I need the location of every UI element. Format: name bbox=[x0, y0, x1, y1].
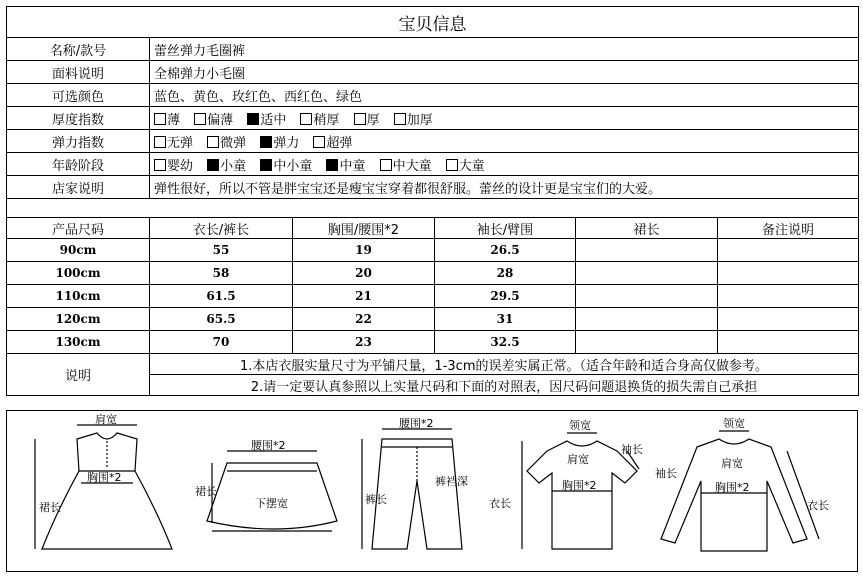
dress-shoulder-label: 肩宽 bbox=[95, 413, 117, 426]
age-option: 小童 bbox=[207, 159, 246, 174]
shop-label: 店家说明 bbox=[7, 176, 150, 199]
elastic-options bbox=[150, 130, 859, 153]
checkbox-icon bbox=[154, 113, 166, 125]
length-cell: 58 bbox=[150, 262, 293, 285]
elastic-option: 弹力 bbox=[260, 136, 299, 151]
skirt-diagram bbox=[207, 451, 337, 531]
product-info-sheet bbox=[6, 6, 858, 396]
dress-length-label: 裙长 bbox=[39, 501, 61, 514]
measurement-diagrams-svg bbox=[7, 411, 857, 571]
measurement-diagrams bbox=[6, 410, 858, 572]
thickness-option: 薄 bbox=[154, 113, 180, 128]
skirt-cell bbox=[576, 308, 718, 331]
skirt-cell bbox=[576, 285, 718, 308]
size-table-header bbox=[7, 218, 859, 239]
thickness-option: 加厚 bbox=[394, 113, 433, 128]
elastic-option: 无弹 bbox=[154, 136, 193, 151]
tshirt-length-label: 衣长 bbox=[489, 497, 511, 510]
notes-label: 说明 bbox=[7, 354, 150, 396]
table-row bbox=[7, 331, 859, 354]
checkbox-checked-icon bbox=[326, 159, 338, 171]
age-option: 婴幼 bbox=[154, 159, 193, 174]
checkbox-checked-icon bbox=[260, 136, 272, 148]
skirt-cell bbox=[576, 331, 718, 354]
checkbox-icon bbox=[446, 159, 458, 171]
length-cell: 70 bbox=[150, 331, 293, 354]
table-row bbox=[7, 239, 859, 262]
column-header: 衣长/裤长 bbox=[150, 218, 293, 239]
remark-cell bbox=[718, 331, 859, 354]
size-cell: 120cm bbox=[7, 308, 150, 331]
skirt-cell bbox=[576, 239, 718, 262]
age-option: 大童 bbox=[446, 159, 485, 174]
tshirt-chest-label: 胸围*2 bbox=[562, 479, 597, 492]
elastic-option: 微弹 bbox=[207, 136, 246, 151]
tshirt-collar-label: 领宽 bbox=[569, 419, 591, 432]
skirt-cell bbox=[576, 262, 718, 285]
checkbox-icon bbox=[194, 113, 206, 125]
sleeve-cell: 32.5 bbox=[435, 331, 576, 354]
table-row bbox=[7, 285, 859, 308]
pants-diagram bbox=[362, 429, 462, 549]
longsleeve-shoulder-label: 肩宽 bbox=[721, 457, 743, 470]
color-value: 蓝色、黄色、玫红色、西红色、绿色 bbox=[150, 84, 859, 107]
column-header: 胸围/腰围*2 bbox=[293, 218, 435, 239]
elastic-option: 超弹 bbox=[313, 136, 352, 151]
column-header: 备注说明 bbox=[718, 218, 859, 239]
chest-cell: 22 bbox=[293, 308, 435, 331]
sleeve-cell: 28 bbox=[435, 262, 576, 285]
table-row bbox=[7, 262, 859, 285]
checkbox-checked-icon bbox=[247, 113, 259, 125]
checkbox-icon bbox=[394, 113, 406, 125]
pants-length-label: 裤长 bbox=[365, 493, 387, 506]
name-value: 蕾丝弹力毛圈裤 bbox=[150, 38, 859, 61]
sleeve-cell: 26.5 bbox=[435, 239, 576, 262]
fabric-value: 全棉弹力小毛圈 bbox=[150, 61, 859, 84]
fabric-label: 面料说明 bbox=[7, 61, 150, 84]
pants-waist-label: 腰围*2 bbox=[399, 417, 434, 430]
note-line-2: 2.请一定要认真参照以上实量尺码和下面的对照表，因尺码问题退换货的损失需自己承担 bbox=[150, 375, 859, 396]
size-cell: 110cm bbox=[7, 285, 150, 308]
tshirt-shoulder-label: 肩宽 bbox=[567, 453, 589, 466]
skirt-hem-label: 下摆宽 bbox=[255, 497, 288, 510]
length-cell: 65.5 bbox=[150, 308, 293, 331]
spacer-row bbox=[7, 199, 859, 218]
sheet-title: 宝贝信息 bbox=[7, 7, 859, 38]
checkbox-icon bbox=[313, 136, 325, 148]
skirt-length-label: 裙长 bbox=[195, 485, 217, 498]
remark-cell bbox=[718, 308, 859, 331]
sleeve-cell: 29.5 bbox=[435, 285, 576, 308]
length-cell: 61.5 bbox=[150, 285, 293, 308]
chest-cell: 21 bbox=[293, 285, 435, 308]
size-cell: 90cm bbox=[7, 239, 150, 262]
thickness-options bbox=[150, 107, 859, 130]
elastic-label: 弹力指数 bbox=[7, 130, 150, 153]
size-cell: 130cm bbox=[7, 331, 150, 354]
dress-chest-label: 胸围*2 bbox=[87, 471, 122, 484]
remark-cell bbox=[718, 262, 859, 285]
longsleeve-chest-label: 胸围*2 bbox=[715, 481, 750, 494]
name-label: 名称/款号 bbox=[7, 38, 150, 61]
shop-value: 弹性很好，所以不管是胖宝宝还是瘦宝宝穿着都很舒服。蕾丝的设计更是宝宝们的大爱。 bbox=[150, 176, 859, 199]
skirt-waist-label: 腰围*2 bbox=[251, 439, 286, 452]
chest-cell: 23 bbox=[293, 331, 435, 354]
diagram-labels bbox=[39, 412, 829, 514]
checkbox-icon bbox=[380, 159, 392, 171]
pants-rise-label: 裤裆深 bbox=[435, 475, 468, 488]
checkbox-icon bbox=[207, 136, 219, 148]
sleeve-cell: 31 bbox=[435, 308, 576, 331]
longsleeve-collar-label: 领宽 bbox=[723, 417, 745, 430]
thickness-label: 厚度指数 bbox=[7, 107, 150, 130]
checkbox-checked-icon bbox=[207, 159, 219, 171]
column-header: 袖长/臂围 bbox=[435, 218, 576, 239]
thickness-option: 偏薄 bbox=[194, 113, 233, 128]
age-option: 中大童 bbox=[380, 159, 432, 174]
column-header: 裙长 bbox=[576, 218, 718, 239]
age-option: 中小童 bbox=[260, 159, 312, 174]
chest-cell: 19 bbox=[293, 239, 435, 262]
age-options bbox=[150, 153, 859, 176]
dress-diagram bbox=[35, 425, 172, 549]
thickness-option: 稍厚 bbox=[300, 113, 339, 128]
color-label: 可选颜色 bbox=[7, 84, 150, 107]
remark-cell bbox=[718, 239, 859, 262]
checkbox-checked-icon bbox=[260, 159, 272, 171]
chest-cell: 20 bbox=[293, 262, 435, 285]
column-header: 产品尺码 bbox=[7, 218, 150, 239]
thickness-option: 厚 bbox=[354, 113, 380, 128]
tshirt-sleeve-label: 袖长 bbox=[621, 443, 643, 456]
longsleeve-sleeve-label: 袖长 bbox=[655, 467, 677, 480]
thickness-option: 适中 bbox=[247, 113, 286, 128]
length-cell: 55 bbox=[150, 239, 293, 262]
table-row bbox=[7, 308, 859, 331]
checkbox-icon bbox=[300, 113, 312, 125]
longsleeve-length-label: 衣长 bbox=[807, 499, 829, 512]
checkbox-icon bbox=[154, 136, 166, 148]
checkbox-icon bbox=[354, 113, 366, 125]
size-cell: 100cm bbox=[7, 262, 150, 285]
note-line-1: 1.本店衣服实量尺寸为平铺尺量，1-3cm的误差实属正常。（适合年龄和适合身高仅做参考。 bbox=[150, 354, 859, 375]
checkbox-icon bbox=[154, 159, 166, 171]
info-table bbox=[6, 6, 859, 396]
remark-cell bbox=[718, 285, 859, 308]
age-label: 年龄阶段 bbox=[7, 153, 150, 176]
age-option: 中童 bbox=[326, 159, 365, 174]
